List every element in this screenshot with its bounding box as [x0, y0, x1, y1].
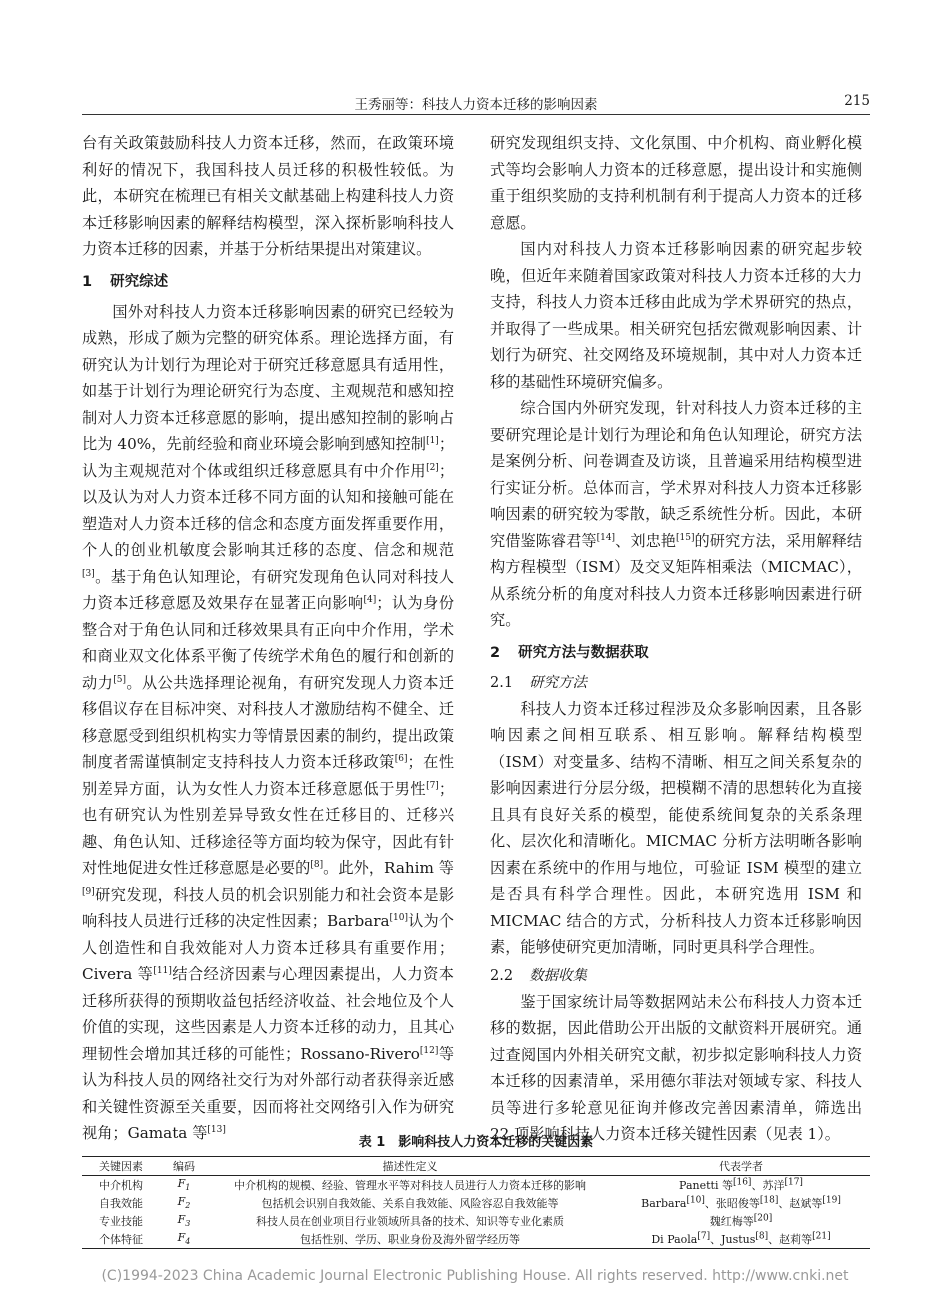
table-row: [82, 1230, 870, 1249]
definition-cell: 科技人员在创业项目行业领域所具备的技术、知识等专业化素质: [256, 1215, 564, 1228]
code-cell: $F_4$: [177, 1231, 191, 1247]
header-cell: 关键因素: [99, 1160, 143, 1173]
header-cell: 代表学者: [719, 1160, 763, 1173]
left-column: [82, 130, 454, 1147]
citation: [8]: [310, 859, 324, 870]
paragraph: 国内对科技人力资本迁移影响因素的研究起步较晚，但近年来随着国家政策对科技人力资本迁移的大力支持，科技人力资本迁移由此成为学术界研究的热点，并取得了一些成果。相关研究包括宏微观影响因素、计划行为研究、社交网络及环境规制，其中对人力资本迁移的基础性环境研究偏多。: [490, 240, 862, 391]
page-number: 215: [844, 93, 870, 109]
section-heading-1: 1 研究综述: [82, 273, 169, 290]
paragraph: 研究发现组织支持、文化氛围、中介机构、商业孵化模式等均会影响人力资本的迁移意愿，提出设计和实施侧重于组织奖励的支持利机制有利于提高人力资本的迁移意愿。: [490, 134, 862, 232]
code-cell: $F_3$: [177, 1213, 191, 1229]
citation: [6]: [394, 753, 408, 764]
citation: [1]: [426, 435, 439, 446]
subsection-heading-2-1: 2.1 研究方法: [490, 674, 588, 691]
definition-cell: 中介机构的规模、经验、管理水平等对科技人员进行人力资本迁移的影响: [234, 1179, 586, 1192]
citation: [4]: [363, 594, 377, 605]
running-header: [82, 90, 870, 115]
definition-cell: 包括性别、学历、职业身份及海外留学经历等: [300, 1233, 520, 1246]
copyright-footer: (C)1994-2023 China Academic Journal Electronic Publishing House. All rights reserved. http://www.cnki.net: [101, 1268, 849, 1284]
code-cell: $F_1$: [177, 1177, 191, 1193]
table-header-row: [82, 1157, 870, 1176]
citation: [5]: [113, 674, 126, 685]
scholars-cell: Di Paola[7]、Justus[8]、赵莉等[21]: [651, 1231, 831, 1246]
factor-cell: 专业技能: [99, 1215, 143, 1228]
factor-cell: 自我效能: [99, 1197, 143, 1210]
citation: [12]: [419, 1045, 439, 1056]
citation: [13]: [207, 1124, 226, 1135]
citation: [10]: [389, 912, 409, 923]
subsection-heading-2-2: 2.2 数据收集: [490, 967, 588, 984]
paragraph: 综合国内外研究发现，针对科技人力资本迁移的主要研究理论是计划行为理论和角色认知理论，研究方法是案例分析、问卷调查及访谈，且普遍采用结构模型进行实证分析。总体而言，学术界对科技人力资本迁移影响因素的研究较为零散，缺乏系统性分析。因此，本研究借鉴陈睿君等[14]、刘忠艳[15]的研究方法，采用解释结构方程模型（ISM）及交叉矩阵相乘法（MICMAC），从系统分析的角度对科技人力资本迁移影响因素进行研究。: [490, 399, 863, 629]
citation: [15]: [676, 532, 695, 543]
table-row: [82, 1176, 870, 1195]
section-heading-2: 2 研究方法与数据获取: [490, 644, 649, 661]
citation: [14]: [596, 532, 616, 543]
paragraph: 鉴于国家统计局等数据网站未公布科技人力资本迁移的数据，因此借助公开出版的文献资料开展研究。通过查阅国内外相关研究文献，初步拟定影响科技人力资本迁移的因素清单，采用德尔菲法对领域专家、科技人员等进行多轮意见征询并修改完善因素清单，筛选出 22 项影响科技人力资本迁移关键性因素（见表 1）。: [490, 992, 862, 1143]
factor-cell: 个体特征: [99, 1233, 143, 1246]
citation: [7]: [426, 780, 439, 791]
right-column: [490, 130, 862, 1148]
factor-cell: 中介机构: [99, 1179, 143, 1192]
table-caption: 表 1 影响科技人力资本迁移的关键因素: [358, 1135, 594, 1150]
scholars-cell: Barbara[10]、张昭俊等[18]、赵斌等[19]: [641, 1195, 841, 1210]
citation: [3]: [82, 568, 95, 579]
citation: [9]: [82, 886, 95, 897]
factors-table: [82, 1156, 870, 1249]
paragraph: 科技人力资本迁移过程涉及众多影响因素，且各影响因素之间相互联系、相互影响。解释结构模型（ISM）对变量多、结构不清晰、相互之间关系复杂的影响因素进行分层分级，把模糊不清的思想转化为直接且具有良好关系的模型，能使系统间复杂的关系条理化、层次化和清晰化。MICMAC 分析方法明晰各影响因素在系统中的作用与地位，可验证 ISM 模型的建立是否具有科学合理性。因此，本研究选用 ISM 和 MICMAC 结合的方式，分析科技人力资本迁移影响因素，能够使研究更加清晰，同时更具科学合理性。: [490, 699, 862, 956]
citation: [11]: [153, 965, 172, 976]
table-row: [82, 1212, 870, 1230]
code-cell: $F_2$: [177, 1195, 191, 1211]
citation: [2]: [426, 462, 439, 473]
header-cell: 编码: [173, 1160, 195, 1173]
paragraph: 台有关政策鼓励科技人力资本迁移，然而，在政策环境利好的情况下，我国科技人员迁移的积极性较低。为此，本研究在梳理已有相关文献基础上构建科技人力资本迁移影响因素的解释结构模型，深入探析影响科技人力资本迁移的因素，并基于分析结果提出对策建议。: [82, 134, 454, 258]
scholars-cell: Panetti 等[16]、苏洋[17]: [679, 1177, 803, 1192]
definition-cell: 包括机会识别自我效能、关系自我效能、风险容忍自我效能等: [261, 1197, 559, 1210]
scholars-cell: 魏红梅等[20]: [709, 1213, 773, 1228]
table-row: [82, 1194, 870, 1212]
header-cell: 描述性定义: [382, 1160, 438, 1173]
paragraph-literature-review: 国外对科技人力资本迁移影响因素的研究已经较为成熟，形成了颇为完整的研究体系。理论选择方面，有研究认为计划行为理论对于研究迁移意愿具有适用性，如基于计划行为理论研究行为态度、主观规范和感知控制对人力资本迁移意愿的影响，提出感知控制的影响占比为 40%，先前经验和商业环境会影响到感知控制[1]；认为主观规范对个体或组织迁移意愿具有中介作用[2]；以及认为对人力资本迁移不同方面的认知和接触可能在塑造对人力资本迁移的信念和态度方面发挥重要作用，个人的创业机敏度会影响其迁移的态度、信念和规范[3]。基于角色认知理论，有研究发现角色认同对科技人力资本迁移意愿及效果存在显著正向影响[4]；认为身份整合对于角色认同和迁移效果具有正向中介作用，学术和商业双文化体系平衡了传统学术角色的履行和创新的动力[5]。从公共选择理论视角，有研究发现人力资本迁移倡议存在目标冲突、对科技人才激励结构不健全、迁移意愿受到组织机构实力等情景因素的制约，提出政策制度者需谨慎制定支持科技人力资本迁移政策[6]；在性别差异方面，认为女性人力资本迁移意愿低于男性[7]；也有研究认为性别差异导致女性在迁移目的、迁移兴趣、角色认知、迁移途径等方面均较为保守，因此有针对性地促进女性迁移意愿是必要的[8]。此外，Rahim 等[9]研究发现，科技人员的机会识别能力和社会资本是影响科技人员进行迁移的决定性因素；Barbara[10]认为个人创造性和自我效能对人力资本迁移具有重要作用；Civera 等[11]结合经济因素与心理因素提出，人力资本迁移所获得的预期收益包括经济收益、社会地位及个人价值的实现，这些因素是人力资本迁移的动力，且其心理韧性会增加其迁移的可能性；Rossano-Rivero[12]等认为科技人员的网络社交行为对外部行动者获得亲近感和关键性资源至关重要，因而将社交网络引入作为研究视角；Gamata 等[13]: [82, 302, 455, 1142]
running-title: 王秀丽等：科技人力资本迁移的影响因素: [354, 97, 598, 113]
